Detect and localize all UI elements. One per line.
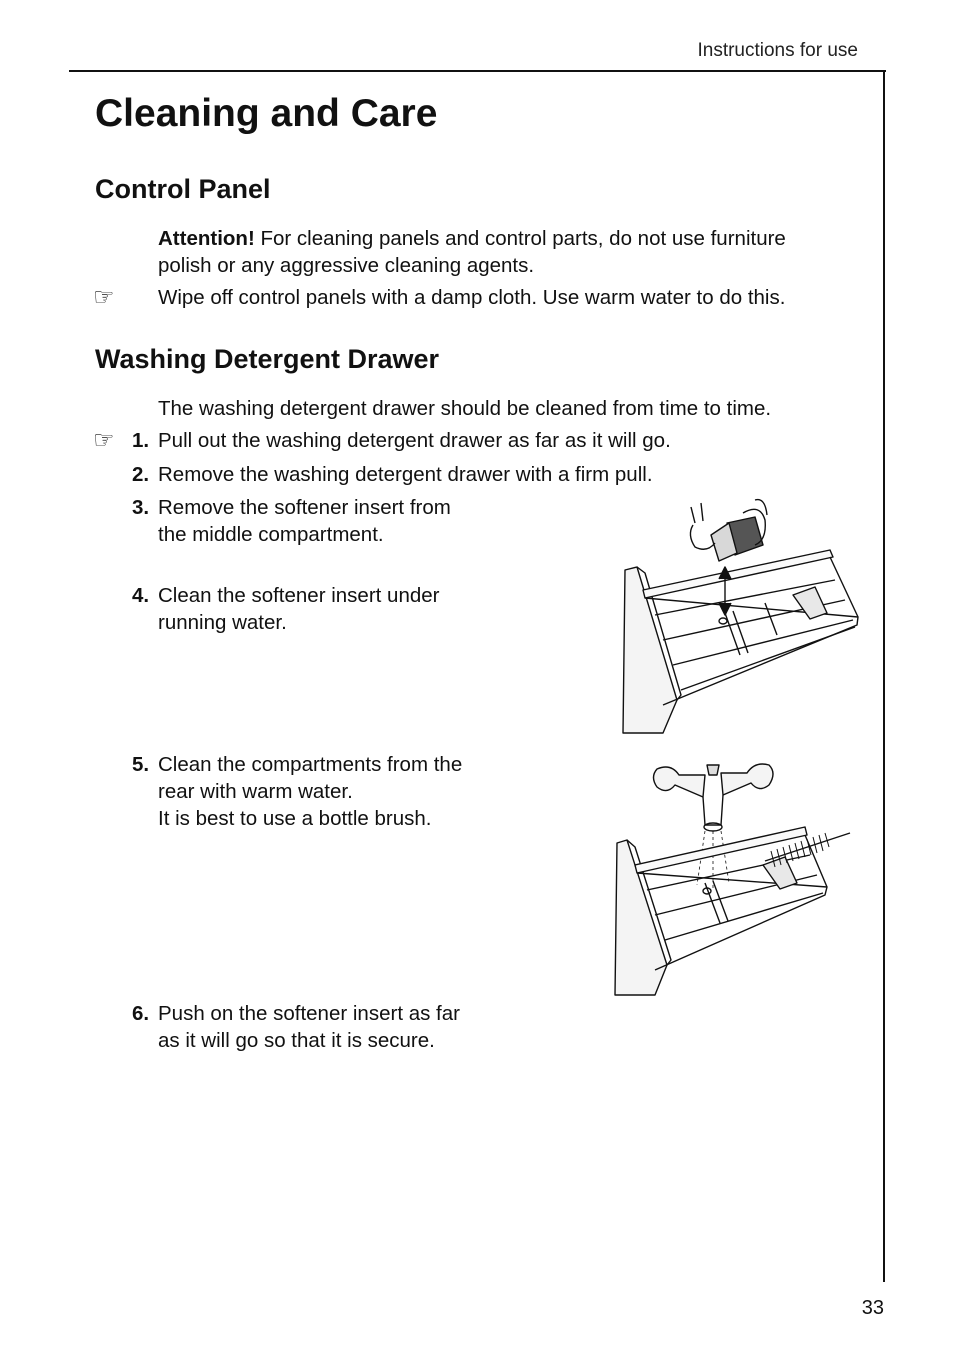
step-text — [158, 494, 451, 548]
step-line: the middle compartment. — [158, 523, 384, 546]
step-text — [158, 461, 653, 488]
pointing-hand-icon: ☞ — [93, 427, 115, 454]
control-panel-tip: Wipe off control panels with a damp cloth. Use warm water to do this. — [158, 286, 786, 309]
control-panel-heading: Control Panel — [95, 174, 271, 204]
attention-paragraph — [158, 225, 786, 279]
step-number: 1. — [132, 429, 150, 452]
step-text — [158, 751, 462, 832]
step-text — [158, 1000, 460, 1054]
step-line: Pull out the washing detergent drawer as far as it will go. — [158, 429, 671, 452]
step-line: Clean the compartments from the — [158, 753, 463, 776]
bottle-brush-illustration — [605, 755, 855, 1000]
step-number: 6. — [132, 1002, 150, 1025]
page-title: Cleaning and Care — [95, 92, 438, 135]
step-line: Remove the softener insert from — [158, 496, 451, 519]
drawer-heading: Washing Detergent Drawer — [95, 344, 440, 374]
step-number: 4. — [132, 584, 150, 607]
step-number: 3. — [132, 496, 150, 519]
softener-insert-illustration — [615, 495, 865, 735]
pointing-hand-icon: ☞ — [93, 284, 115, 311]
attention-text: For cleaning panels and control parts, do not use furniture — [254, 227, 786, 250]
running-header: Instructions for use — [697, 40, 858, 61]
drawer-intro: The washing detergent drawer should be cleaned from time to time. — [158, 397, 772, 420]
step-text — [158, 427, 671, 454]
step-line: Push on the softener insert as far — [158, 1002, 460, 1025]
step-number: 5. — [132, 753, 150, 776]
step-line: Clean the softener insert under — [158, 584, 440, 607]
step-line: Remove the washing detergent drawer with a firm pull. — [158, 463, 653, 486]
margin-rule — [883, 70, 885, 1282]
step-line: as it will go so that it is secure. — [158, 1029, 435, 1052]
step-line: rear with warm water. — [158, 780, 353, 803]
attention-label: Attention! — [158, 227, 255, 250]
step-number: 2. — [132, 463, 150, 486]
step-text — [158, 582, 439, 636]
header-rule — [69, 70, 886, 72]
step-line: running water. — [158, 611, 287, 634]
page-number: 33 — [861, 1297, 884, 1319]
step-line: It is best to use a bottle brush. — [158, 807, 432, 830]
attention-text-2: polish or any aggressive cleaning agents. — [158, 254, 535, 277]
